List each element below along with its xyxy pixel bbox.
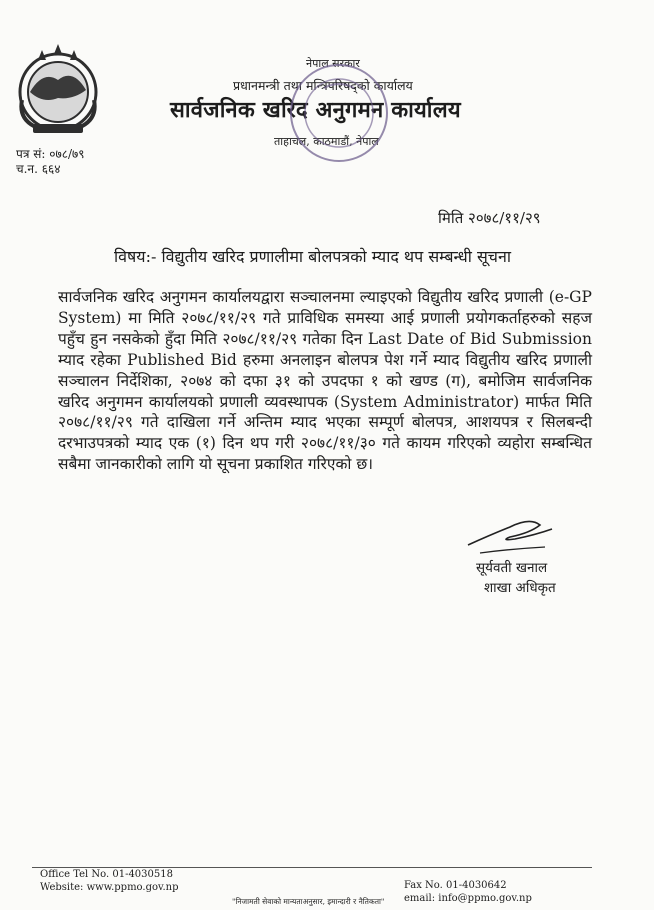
government-name: नेपाल सरकार [306, 57, 360, 70]
website-link[interactable]: Website: www.ppmo.gov.np [40, 882, 179, 893]
letter-subject: विषय:- विद्युतीय खरिद प्रणालीमा बोलपत्रको म्याद थप सम्बन्धी सूचना [114, 247, 511, 266]
footer-motto: "निजामती सेवाको मान्यताअनुसार, इमान्दारी र नैतिकता" [232, 897, 385, 906]
signatory-title: शाखा अधिकृत [484, 580, 556, 596]
office-name: सार्वजनिक खरिद अनुगमन कार्यालय [170, 97, 461, 123]
letter-number: पत्र सं: ०७८/७९ [16, 147, 85, 161]
signatory-name: सूर्यवती खनाल [476, 560, 548, 576]
fax-number: Fax No. 01-4030642 [404, 880, 507, 891]
letter-date: मिति २०७८/११/२९ [438, 209, 541, 227]
ministry-name: प्रधानमन्त्री तथा मन्त्रिपरिषद्को कार्यालय [233, 78, 413, 93]
dispatch-number: च.न. ६६४ [16, 162, 61, 176]
office-telephone: Office Tel No. 01-4030518 [40, 869, 173, 880]
email-link[interactable]: email: info@ppmo.gov.np [404, 893, 532, 904]
notice-body: सार्वजनिक खरिद अनुगमन कार्यालयद्वारा सञ्चालनमा ल्याइएको विद्युतीय खरिद प्रणाली (e-GP System) मा मिति २०७८/११/२९ गते प्राविधिक समस्या आई प्रणाली प्रयोगकर्ताहरुको सहज पहुँच हुन नसकेको हुँदा मिति २०७८/११/२९ गतेका दिन Last Date of Bid Submission म्याद रहेका Published Bid हरुमा अनलाइन बोलपत्र पेश गर्ने म्याद विद्युतीय खरिद प्रणाली सञ्चालन निर्देशिका, २०७४ को दफा ३१ को उपदफा १ को खण्ड (ग), बमोजिम सार्वजनिक खरिद अनुगमन कार्यालयको प्रणाली व्यवस्थापक (System Administrator) मार्फत मिति २०७८/११/२९ गते दाखिला गर्ने अन्तिम म्याद भएका सम्पूर्ण बोलपत्र, आशयपत्र र सिलबन्दी दरभाउपत्रको म्याद एक (१) दिन थप गरी २०७८/११/३० गते कायम गरिएको व्यहोरा सम्बन्धित सबैमा जानकारीको लागि यो सूचना प्रकाशित गरिएको छ। [58, 288, 592, 474]
signature-icon [460, 505, 560, 565]
office-stamp-icon [284, 58, 394, 168]
office-address: ताहाचल, काठमाडौं, नेपाल [274, 135, 379, 148]
nepal-emblem-icon [8, 40, 108, 140]
